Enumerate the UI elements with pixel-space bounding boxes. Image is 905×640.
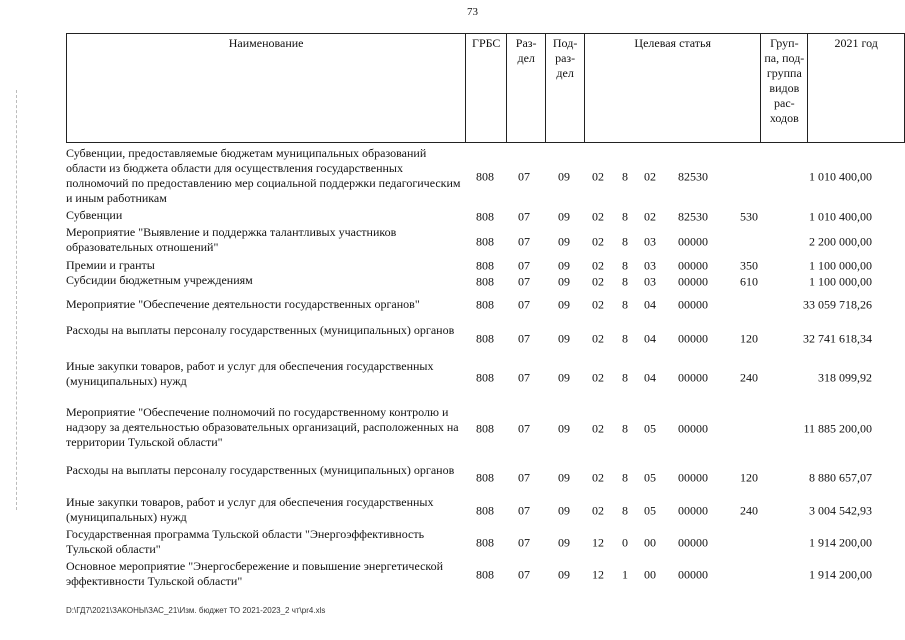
row-name: Расходы на выплаты персоналу государственных (муниципальных) органов — [66, 463, 455, 477]
row-sum: 8 880 657,07 — [809, 470, 872, 485]
row-cs-event: 04 — [644, 370, 656, 385]
row-group: 240 — [740, 370, 758, 385]
row-cs-program: 02 — [592, 503, 604, 518]
row-razdel: 07 — [518, 234, 530, 248]
row-podrazdel: 09 — [558, 169, 570, 184]
row-sum: 32 741 618,34 — [803, 331, 872, 346]
row-cs-event: 04 — [644, 297, 656, 312]
row-cs-direction: 82530 — [678, 169, 708, 184]
row-grbs: 808 — [476, 331, 494, 346]
row-grbs: 808 — [476, 258, 494, 272]
row-sum: 1 010 400,00 — [809, 169, 872, 184]
row-cs-direction: 00000 — [678, 274, 708, 289]
row-cs-subprogram: 8 — [622, 297, 628, 312]
header-name: Наименование — [67, 34, 466, 143]
row-group: 530 — [740, 209, 758, 223]
table-row — [66, 559, 876, 591]
row-name: Субвенции, предоставляемые бюджетам муниципальных образований области из бюджета области для осуществления государственных полномочий по предоставлению мер социальной поддержки педагогическим и иным работникам — [66, 146, 461, 205]
row-cs-event: 05 — [644, 470, 656, 485]
row-cs-direction: 00000 — [678, 331, 708, 346]
row-cs-subprogram: 8 — [622, 331, 628, 346]
row-cs-direction: 00000 — [678, 258, 708, 272]
header-grbs: ГРБС — [466, 34, 507, 143]
row-name: Премии и гранты — [66, 258, 155, 272]
row-grbs: 808 — [476, 470, 494, 485]
row-grbs: 808 — [476, 209, 494, 223]
row-group: 120 — [740, 470, 758, 485]
row-razdel: 07 — [518, 169, 530, 184]
header-year: 2021 год — [808, 34, 905, 143]
row-razdel: 07 — [518, 209, 530, 223]
row-razdel: 07 — [518, 567, 530, 582]
table-row — [66, 146, 876, 208]
row-cs-event: 03 — [644, 274, 656, 289]
page-number: 73 — [467, 6, 478, 18]
table-row — [66, 273, 876, 291]
row-grbs: 808 — [476, 503, 494, 518]
row-grbs: 808 — [476, 169, 494, 184]
table-row — [66, 225, 876, 258]
row-cs-subprogram: 8 — [622, 169, 628, 184]
row-podrazdel: 09 — [558, 470, 570, 485]
table-row — [66, 291, 876, 319]
row-sum: 1 914 200,00 — [809, 535, 872, 550]
row-name: Субвенции — [66, 208, 123, 222]
row-razdel: 07 — [518, 331, 530, 346]
row-grbs: 808 — [476, 421, 494, 436]
row-podrazdel: 09 — [558, 567, 570, 582]
row-cs-subprogram: 8 — [622, 209, 628, 223]
row-razdel: 07 — [518, 470, 530, 485]
row-cs-program: 02 — [592, 297, 604, 312]
row-cs-program: 02 — [592, 258, 604, 272]
row-cs-subprogram: 8 — [622, 470, 628, 485]
row-sum: 1 010 400,00 — [809, 209, 872, 223]
row-razdel: 07 — [518, 421, 530, 436]
row-cs-subprogram: 8 — [622, 421, 628, 436]
row-cs-event: 03 — [644, 234, 656, 248]
header-podrazdel: Под- раз- дел — [546, 34, 585, 143]
row-cs-event: 03 — [644, 258, 656, 272]
row-cs-program: 02 — [592, 470, 604, 485]
row-cs-program: 02 — [592, 370, 604, 385]
row-sum: 1 914 200,00 — [809, 567, 872, 582]
table-row — [66, 319, 876, 359]
table-row — [66, 461, 876, 495]
row-cs-direction: 00000 — [678, 470, 708, 485]
row-sum: 33 059 718,26 — [803, 297, 872, 312]
row-cs-direction: 00000 — [678, 234, 708, 248]
table-row — [66, 397, 876, 461]
row-sum: 3 004 542,93 — [809, 503, 872, 518]
row-cs-direction: 00000 — [678, 503, 708, 518]
file-path-footer: D:\ГД7\2021\ЗАКОНЫ\ЗАС_21\Изм. бюджет ТО 2021-2023_2 чт\pr4.xls — [66, 606, 326, 615]
row-cs-direction: 00000 — [678, 567, 708, 582]
row-podrazdel: 09 — [558, 331, 570, 346]
row-name: Иные закупки товаров, работ и услуг для обеспечения государственных (муниципальных) нужд — [66, 495, 434, 524]
row-cs-event: 00 — [644, 535, 656, 550]
row-cs-program: 02 — [592, 169, 604, 184]
row-cs-event: 02 — [644, 209, 656, 223]
row-razdel: 07 — [518, 274, 530, 289]
row-cs-subprogram: 8 — [622, 234, 628, 248]
row-cs-program: 02 — [592, 421, 604, 436]
row-sum: 11 885 200,00 — [803, 421, 872, 436]
table-row — [66, 527, 876, 559]
row-podrazdel: 09 — [558, 297, 570, 312]
table-row — [66, 495, 876, 527]
row-group: 350 — [740, 258, 758, 272]
row-cs-subprogram: 8 — [622, 258, 628, 272]
row-sum: 1 100 000,00 — [809, 274, 872, 289]
row-razdel: 07 — [518, 297, 530, 312]
row-group: 240 — [740, 503, 758, 518]
row-cs-direction: 00000 — [678, 535, 708, 550]
row-cs-direction: 00000 — [678, 421, 708, 436]
row-podrazdel: 09 — [558, 421, 570, 436]
row-sum: 318 099,92 — [818, 370, 872, 385]
row-name: Государственная программа Тульской области "Энергоэффективность Тульской области" — [66, 527, 425, 556]
row-cs-direction: 00000 — [678, 370, 708, 385]
row-cs-program: 02 — [592, 234, 604, 248]
row-cs-subprogram: 8 — [622, 503, 628, 518]
row-cs-event: 02 — [644, 169, 656, 184]
row-sum: 2 200 000,00 — [809, 234, 872, 248]
row-cs-direction: 82530 — [678, 209, 708, 223]
row-grbs: 808 — [476, 234, 494, 248]
row-razdel: 07 — [518, 370, 530, 385]
row-razdel: 07 — [518, 503, 530, 518]
row-razdel: 07 — [518, 258, 530, 272]
row-podrazdel: 09 — [558, 234, 570, 248]
row-cs-program: 02 — [592, 209, 604, 223]
row-podrazdel: 09 — [558, 209, 570, 223]
row-cs-subprogram: 1 — [622, 567, 628, 582]
row-podrazdel: 09 — [558, 258, 570, 272]
header-celevaya-statya: Целевая статья — [585, 34, 761, 143]
row-cs-event: 05 — [644, 503, 656, 518]
row-cs-direction: 00000 — [678, 297, 708, 312]
row-grbs: 808 — [476, 370, 494, 385]
row-cs-event: 05 — [644, 421, 656, 436]
row-group: 610 — [740, 274, 758, 289]
row-cs-subprogram: 8 — [622, 370, 628, 385]
row-cs-program: 12 — [592, 535, 604, 550]
row-cs-event: 00 — [644, 567, 656, 582]
row-group: 120 — [740, 331, 758, 346]
header-razdel: Раз- дел — [507, 34, 546, 143]
row-name: Иные закупки товаров, работ и услуг для обеспечения государственных (муниципальных) нужд — [66, 359, 434, 388]
row-podrazdel: 09 — [558, 535, 570, 550]
table-header — [66, 33, 905, 143]
row-name: Основное мероприятие "Энергосбережение и повышение энергетической эффективности Тульской области" — [66, 559, 444, 588]
row-grbs: 808 — [476, 567, 494, 582]
row-name: Мероприятие "Выявление и поддержка талантливых участников образовательных отношений" — [66, 225, 397, 254]
row-cs-program: 02 — [592, 331, 604, 346]
row-cs-program: 02 — [592, 274, 604, 289]
row-cs-event: 04 — [644, 331, 656, 346]
table-row — [66, 258, 876, 273]
row-grbs: 808 — [476, 535, 494, 550]
row-podrazdel: 09 — [558, 503, 570, 518]
header-gruppa-vidov-rashodov: Груп- па, под- группа видов рас- ходов — [761, 34, 808, 143]
row-cs-program: 12 — [592, 567, 604, 582]
row-cs-subprogram: 0 — [622, 535, 628, 550]
row-podrazdel: 09 — [558, 274, 570, 289]
row-name: Мероприятие "Обеспечение полномочий по государственному контролю и надзору за деятельностью образовательных организаций, расположенных на территории Тульской области" — [66, 405, 459, 449]
row-grbs: 808 — [476, 274, 494, 289]
row-cs-subprogram: 8 — [622, 274, 628, 289]
table-row — [66, 359, 876, 397]
row-grbs: 808 — [476, 297, 494, 312]
row-podrazdel: 09 — [558, 370, 570, 385]
row-name: Субсидии бюджетным учреждениям — [66, 273, 253, 287]
table-row — [66, 208, 876, 225]
table-body — [66, 146, 876, 591]
row-name: Расходы на выплаты персоналу государственных (муниципальных) органов — [66, 323, 455, 337]
row-sum: 1 100 000,00 — [809, 258, 872, 272]
row-name: Мероприятие "Обеспечение деятельности государственных органов" — [66, 297, 420, 311]
margin-dashed-line — [16, 90, 18, 510]
row-razdel: 07 — [518, 535, 530, 550]
